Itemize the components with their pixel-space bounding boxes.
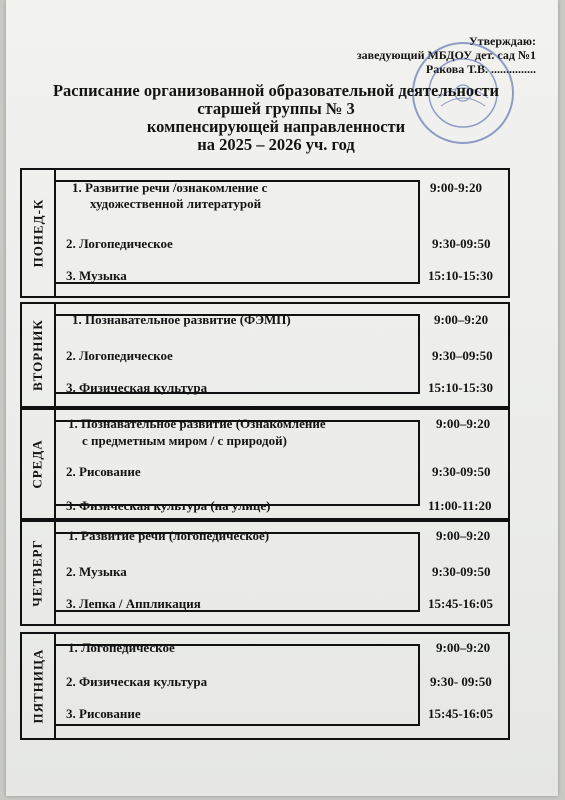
title-line-4: на 2025 – 2026 уч. год <box>197 135 355 154</box>
day-label-tuesday: ВТОРНИК <box>22 304 56 406</box>
lesson-time: 15:45-16:05 <box>428 596 493 611</box>
lesson-time: 9:30- 09:50 <box>430 674 492 689</box>
lesson-subject-continued: художественной литературой <box>90 196 262 211</box>
lesson-time: 9:00–9:20 <box>436 640 491 655</box>
lesson-row <box>22 640 491 658</box>
day-label-wednesday: СРЕДА <box>22 410 56 518</box>
lesson-subject: 3. Лепка / Аппликация <box>66 596 201 611</box>
lesson-time: 15:45-16:05 <box>428 706 493 721</box>
approval-line-3: Ракова Т.В. ............... <box>425 62 536 76</box>
lesson-time: 9:30-09:50 <box>432 236 491 251</box>
day-block-friday <box>20 632 510 740</box>
day-label-friday: ПЯТНИЦА <box>22 634 56 738</box>
lesson-time: 15:10-15:30 <box>428 380 493 395</box>
lesson-time: 9:30-09:50 <box>432 564 491 579</box>
lesson-subject: 2. Рисование <box>66 464 141 479</box>
lesson-row <box>22 312 489 330</box>
lesson-row <box>22 416 491 456</box>
lesson-subject: 2. Логопедическое <box>66 236 173 251</box>
lesson-time: 9:30–09:50 <box>432 348 493 363</box>
lesson-row <box>22 236 491 254</box>
lesson-time: 9:00–9:20 <box>434 312 489 327</box>
lesson-time: 9:00–9:20 <box>436 528 491 543</box>
lesson-subject: 2. Музыка <box>66 564 127 579</box>
approval-line-2: заведующий МБДОУ дет. сад №1 <box>356 48 536 62</box>
day-label-monday: ПОНЕД-К <box>22 170 56 296</box>
lesson-subject: 1. Развитие речи (логопедическое) <box>68 528 270 543</box>
lesson-row <box>22 528 491 546</box>
lesson-subject: 1. Познавательное развитие (Ознакомление <box>68 416 326 431</box>
lesson-subject: 2. Логопедическое <box>66 348 173 363</box>
lesson-row <box>22 596 493 614</box>
lesson-row <box>22 464 491 482</box>
lesson-row <box>22 498 492 516</box>
day-block-tuesday <box>20 302 510 408</box>
title-line-3: компенсирующей направленности <box>146 117 406 136</box>
lesson-subject: 1. Познавательное развитие (ФЭМП) <box>72 312 291 327</box>
lesson-subject: 2. Физическая культура <box>66 674 208 689</box>
lesson-time: 9:00–9:20 <box>436 416 491 431</box>
lesson-subject-continued: с предметным миром / с природой) <box>82 433 287 448</box>
title-line-1: Расписание организованной образовательной деятельности <box>52 81 500 100</box>
lesson-row <box>22 348 493 366</box>
page-title <box>26 82 526 154</box>
lesson-row <box>22 180 480 220</box>
lesson-time: 9:00-9:20 <box>430 180 482 195</box>
lesson-subject: 3. Физическая культура <box>66 380 208 395</box>
day-block-thursday <box>20 520 510 626</box>
lesson-row <box>22 380 493 398</box>
lesson-row <box>22 674 492 692</box>
lesson-row <box>22 564 491 582</box>
day-label-thursday: ЧЕТВЕРГ <box>22 522 56 624</box>
title-line-2: старшей группы № 3 <box>197 99 355 118</box>
lesson-subject: 3. Физическая культура (на улице) <box>66 498 271 513</box>
day-block-monday <box>20 168 510 298</box>
lesson-subject: 3. Рисование <box>66 706 141 721</box>
day-block-wednesday <box>20 408 510 520</box>
lesson-subject: 1. Развитие речи /ознакомление с <box>72 180 268 195</box>
lesson-row <box>22 268 493 286</box>
lesson-subject: 3. Музыка <box>66 268 127 283</box>
lesson-subject: 1. Логопедическое <box>68 640 175 655</box>
lesson-time: 15:10-15:30 <box>428 268 493 283</box>
approval-line-1: Утверждаю: <box>468 34 536 48</box>
lesson-row <box>22 706 493 724</box>
document-page <box>6 0 558 796</box>
lesson-time: 11:00-11:20 <box>428 498 492 513</box>
lesson-time: 9:30-09:50 <box>432 464 491 479</box>
